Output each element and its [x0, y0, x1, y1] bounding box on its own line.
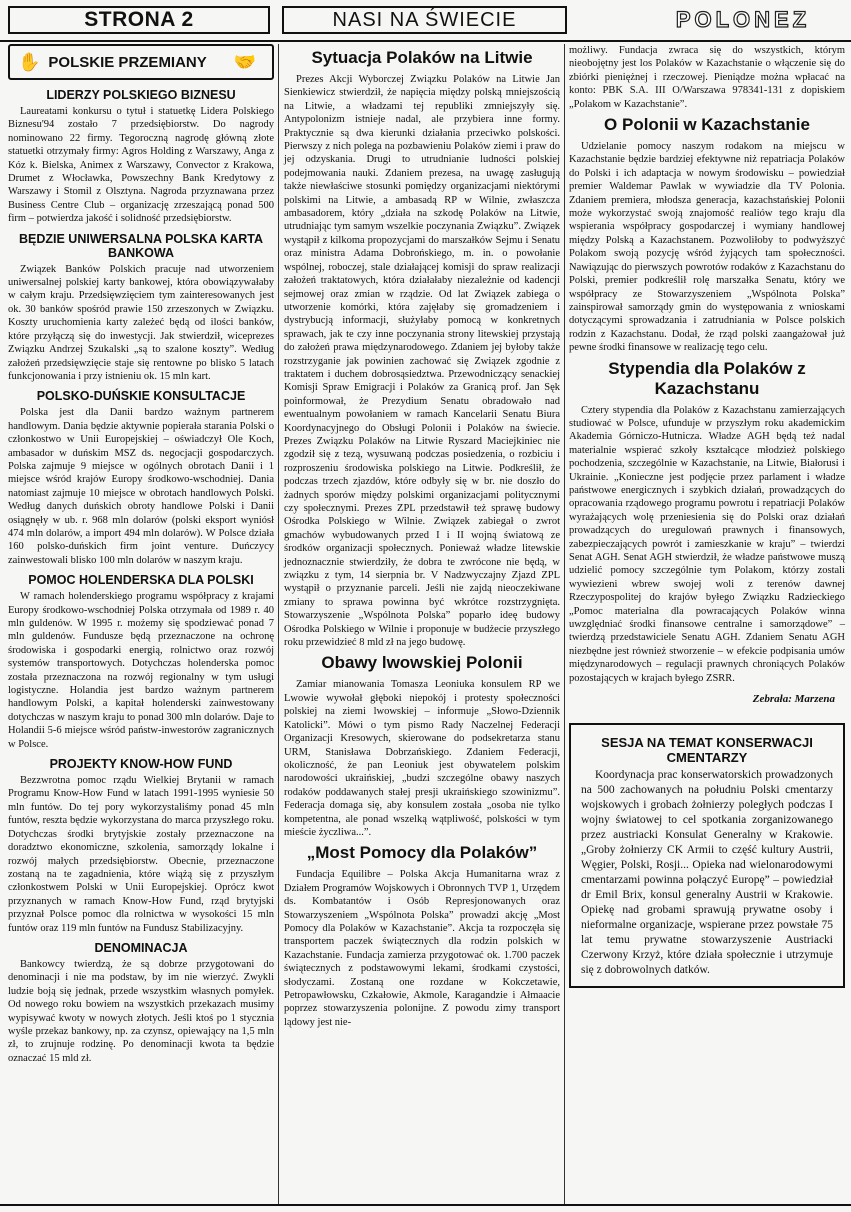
article-title: POLSKO-DUŃSKIE KONSULTACJE [36, 389, 246, 404]
boxed-article-title: SESJA NA TEMAT KONSERWACJI CMENTARZY [601, 735, 813, 766]
article [8, 389, 274, 567]
article [8, 573, 274, 751]
article-body: W ramach holenderskiego programu współpracy z krajami Europy środkowo-wschodniej Polska otrzymała od 1989 r. 40 mln guldenów. W 1995 r. możemy się spodziewać ponad 7 mln guldenów. Fundusze będą przeznaczone na ochronę środowiska i gospodarki energią, rolnictwo oraz rozwój systemów transportowych. Dotychczas holenderska pomoc została przeznaczona na rozwój regionalny w tym usługi logistyczne. Holandia jest bardzo ważnym partnerem handlowym Polski, a kapitał holenderski zainwestowany dotychczas w naszym kraju to ponad 300 mln dolarów. Daje to Holandii 5-6 miejsce wśród państw-inwestorów zagranicznych w Polsce. [8, 591, 274, 750]
article-body: Polska jest dla Danii bardzo ważnym partnerem handlowym. Dania będzie aktywnie popierała starania Polski o członkostwo w Unii Europejskiej – oświadczył Ole Koch, ambasador w duńskim MSZ ds. negocjacji gospodarczych. Polska zajmuje 9 miejsce w ogólnych obrotach Danii i 1 miejsce wśród krajów Europy środkowo-wschodniej. Dania natomiast zajmuje 10 miejsce w obrotach handlowych Polski. Według danych duńskich obroty handlowe Polski i Danii osiągnęły w ub. r. 968 mln dolarów (polski eksport wyniósł 474 mln dolarów, a import 494 mln dolarów). W Polsce działa 160 polsko-duńskich firm joint venture. Duńczycy zainwestowali blisko 100 mln dolarów w naszym kraju. [8, 407, 274, 566]
article-title: LIDERZY POLSKIEGO BIZNESU [46, 88, 236, 102]
article [8, 232, 274, 384]
article [569, 115, 845, 355]
article [8, 941, 274, 1065]
polskie-przemiany-banner [8, 44, 274, 80]
page-label: STRONA 2 [8, 6, 270, 34]
column-middle [284, 44, 560, 1029]
banner-title: POLSKIE PRZEMIANY [48, 53, 207, 71]
article-title: PROJEKTY KNOW-HOW FUND [49, 757, 233, 772]
signature: Zebrała: Marzena [752, 693, 835, 706]
article-body: Bezzwrotna pomoc rządu Wielkiej Brytanii w ramach Programu Know-How Fund w latach 1991-1995 wyniesie 50 mln funtów. Do tej pory wykorzystaliśmy ponad 45 mln funtów, reszta będzie wykorzystana do marca przyszłego roku. Dotychczas środki brytyjskie zostały przeznaczone na doradztwo ekonomiczne, szkolenia, samorządy lokalne i rozwój małych przedsiębiorstw. Obecnie, przeznaczone zostaną na te zagadnienia, które wiążą się z przyszłym członkostwem Polski w Unii Europejskiej. Oprócz kwot przyznanych w ramach Know-How Fund, rząd brytyjski przyznał Polsce pomoc dla rolnictwa w wysokości 15 mln funtów oraz 119 mln funtów na Fundusz Stabilizacyjny. [8, 775, 274, 934]
article-body: Udzielanie pomocy naszym rodakom na miejscu w Kazachstanie będzie bardziej efektywne niż repatriacja Polaków do Polski i ich adaptacja w nowym środowisku – powiedział premier Waldemar Pawlak w wywiadzie dla TV Polonia. Zdaniem premiera, młodsza generacja, kazachstańskiej Polonii może wykorzystać swoją znajomość realiów tego kraju dla wspierania współpracy gospodarczej i wymiany handlowej między Polską a Kazachstanem. Pozwoliłoby to podwyższyć Polakom swoją pozycję wśród żyjących tam społeczności. Nawiązując do pierwszych powrotów rodaków z Kazachstanu do Polski, premier podkreślił rolę marszałka Senatu, który we współpracy ze Stowarzyszeniem „Wspólnota Polska” zainspirował samorządy gmin do występowania z wnioskami dotyczącymi sprowadzania i zatrudniania w Polsce polskich rodzin z Kazachstanu. Dodał, że rząd polski zaangażował już pewne środki finansowe w realizację tego celu. [569, 141, 845, 354]
article-body: Prezes Akcji Wyborczej Związku Polaków na Litwie Jan Sienkiewicz stwierdził, że napięcia między polską mniejszością na Litwie, a władzami tej republiki zmniejszyły się. Antypolonizm istnieje nadal, ale przybiera inne formy. Praktycznie są dwa kierunki działania przeciwko polskości. Pierwszy z nich polega na pozbawieniu Polaków ziemi i praw do jej odzyskania. Drugi to utrudnianie ludności polskiej podejmowania nauki. Zdaniem prezesa, na uwagę zasługują także niewłaściwe stosunki pomiędzy organizacjami niektórymi polskimi na Litwie, a ambasadą RP w Wilnie, zwłaszcza ambasadorem, który „działa na szkodę Polaków na Litwie, utrudniając tym samym wszelkie poczynania Związku”. Związek wystąpił z kilkoma propozycjami do marszałków Sejmu i Senatu oraz ministra Adama Dobrońskiego, m. in. o powołanie wspólnej, roboczej, stale działającej komisji do spraw realizacji założeń traktatowych, która działałaby niezależnie od kadencji sejmowej oraz zmian w rządzie. Od lat Związek zabiega o utworzenie komórki, która zajęłaby się gromadzeniem i dystrybucją informacji, służyłaby pomocą w konkretnych sprawach, jak te czy inne poczynania strony litewskiej przystają do założeń prawa międzynarodowego. Zdaniem jej byłoby także rozstrzyganie jak powinien zachować się Związek zgodnie z traktatem i duchem dobrosąsiedztwa. Przewodniczący senackiej Komisji Spraw Emigracji i Polaków za Granicą prof. Jan Sęk poinformował, że Prezydium Senatu obradowało nad ewentualnym powołaniem w ramach Kancelarii Senatu Biura Koordynacyjnego do Obsługi Polonii i Polaków na świecie. Prezes Związku Polaków na Litwie Ryszard Maciejkiniec nie zgodził się z tezą, wysuwaną podczas posiedzenia, o rozbiciu i rozproszeniu środowiska polskiego na Litwie. Podkreślił, że podczas trzech zjazdów, które odbyły się w br. nie doszło do żadnych sporów między polskimi organizacjami politycznymi czy społecznymi. Prezes ZPL przedstawił też sprawę budowy Ośrodka Polskiego w Wilnie. Związek zabiegał o zwrot gmachów wybudowanych przed I i II wojną światową ze środków organizacji społecznych. Ponieważ władze litewskie jednoznacznie stwierdziły, że dobra te zwrócone nie będą, w związku z tym, 14 sierpnia br. V Nadzwyczajny Zjazd ZPL wystąpił o przyznanie parceli. Jeśli nie zajdą nieoczekiwane zmiany to sprawa powinna być wkrótce rozstrzygnięta. Stowarzyszenie „Wspólnota Polska” poparło ideę budowy Ośrodka Polskiego w Wilnie i proponuje w budżecie przyszłego roku przewidzieć 8 mld zł na jego budowę. [284, 74, 560, 649]
article-title: POMOC HOLENDERSKA DLA POLSKI [28, 573, 254, 588]
article [569, 359, 845, 686]
boxed-article-body: Koordynacja prac konserwatorskich prowadzonych na 500 zachowanych na południu Polski cmentarzy wojskowych i grobach żołnierzy poległych podczas I wojny światowej to cel spotkania zorganizowanego przez austriacki Konsulat Generalny w Krakowie. „Groby żołnierzy CK Armii to część kultury Austrii, Węgier, Polski, Rosji... Opieka nad wielonarodowymi cmentarzami powinna połączyć Europę” – powiedział dr Emil Brix, konsul generalny Austrii w Krakowie. Opiekę nad grobami sprawują prywatne osoby i nieformalne organizacje, wspierane przez powstałe 75 lat temu prywatne stowarzyszenie Austriacki Czerwony Krzyż, które działa społecznie i utrzymuje się z dobrowolnych datków. [581, 769, 833, 977]
article-title: BĘDZIE UNIWERSALNA POLSKA KARTA BANKOWA [19, 231, 263, 260]
article-title: DENOMINACJA [94, 940, 188, 955]
article [8, 88, 274, 226]
column-divider [278, 44, 279, 1204]
column-divider [564, 44, 565, 1204]
article [284, 653, 560, 839]
article-body: Laureatami konkursu o tytuł i statuetkę Lidera Polskiego Biznesu'94 zostało 7 przedsiębiorstw. Do nagrody nominowano 22 firmy. Tegoroczną nagrodę główną złote statuetki otrzymały firmy: Agros Holding z Warszawy, Anga z Kóz k. Bielska, Animex z Warszawy, Convector z Krakowa, Drumet z Włocławka, Powszechny Bank Kredytowy z Warszawy i Stomil z Olsztyna. Nagroda przyznawana przez Business Centre Club – organizację zrzeszającą ponad 500 firm – potwierdza jakość i solidność przedsiębiorstw. [8, 106, 274, 225]
section-title: NASI NA ŚWIECIE [282, 6, 567, 34]
header-rule [0, 40, 851, 42]
page-header [0, 0, 851, 40]
article-continuation: możliwy. Fundacja zwraca się do wszystkich, którym nieobojętny jest los Polaków w Kazachstanie o włączenie się do zbiórki pieniężnej i rzeczowej. Pieniądze można wpłacać na konto: PBK S.A. III O/Warszawa 978341-131 z dopiskiem „Polakom w Kazachstanie”. [569, 45, 845, 110]
article-body: Cztery stypendia dla Polaków z Kazachstanu zamierzających studiować w Polsce, ufunduje w przyszłym roku akademickim Akademia Górniczo-Hutnicza. Władze AGH będą też nadal materialnie wspierać szkoły kształcące młodzież polskiego pochodzenia, szczególnie w Kazachstanie, na Litwie, Białorusi i Ukrainie. „Konieczne jest podjęcie przez parlament i władze państwowe energicznych i szybkich działań, prowadzących do opracowania rządowego programu powrotu i repatriacji Polaków wyrażających wolę przeniesienia się do Polski oraz działań prowadzących do uregulowań prawnych i finansowych, zabezpieczających powrót i zamieszkanie w kraju” – twierdzi Senat AGH. Senat AGH stwierdził, że władze państwowe muszą udzielić pomocy szczególnie tym Polakom, którzy zostali wywiezieni wbrew swojej woli z terenów dawnej Rzeczypospolitej do krajów byłego Związku Radzieckiego „Pomoc materialna dla powracających Polaków winna uwzględniać środki finansowe centralne i samorządowe” – twierdzą przedstawiciele Senatu AGH. Zdaniem Senatu AGH niezbędne jest również stworzenie – w efekcie podpisania umów międzynarodowych – regulacji prawnych chroniących Polaków pozostających w krajach byłego ZSRR. [569, 404, 845, 684]
article-body: Związek Banków Polskich pracuje nad utworzeniem uniwersalnej polskiej karty bankowej, która obowiązywałaby w całym kraju. Przedsięwzięciem tym zainteresowanych jest ok. 30 banków spośród prawie 150 zrzeszonych w Związku. Koszty uruchomienia karty zależeć będą od ilości banków, które przyłączą się do inwestycji. Jak stwierdził, wiceprezes Związku Andrzej Szukalski „są to szalone koszty”. Według założeń przedsięwzięcie staje się rentowne po blisko 5 latach funkcjonowania i przy istnieniu ok. 15 mln kart. [8, 263, 274, 382]
article-title: O Polonii w Kazachstanie [604, 115, 810, 135]
article-body: Fundacja Equilibre – Polska Akcja Humanitarna wraz z Działem Programów Wojskowych i Obronnych TVP 1, Urzędem ds. Kombatantów i Osób Represjonowanych oraz Stowarzyszeniem „Wspólnota Polska” prowadzi akcję „Most Pomocy dla Polaków w Kazachstanie”. Akcja ta rozpoczęła się transportem paczek świątecznych dla rodzin polskich w Kazachstanie. Fundacja zamierza przygotować ok. 1.700 paczek świątecznych z podstawowymi lekami, środkami czystości, słodyczami. Zostaną one rozdane w Kokczetawie, Petropawłowsku, Czkałowie, Akmole, Karagandzie i Ałmaacie poprzez stowarzyszenia polonijne. Z powodu zimy transport lądowy jest nie- [284, 869, 560, 1028]
handshake-icon: 🤝 [233, 51, 256, 72]
article [8, 757, 274, 935]
hand-icon: ✋ [18, 51, 41, 72]
article [284, 48, 560, 649]
article-body: Zamiar mianowania Tomasza Leoniuka konsulem RP we Lwowie wywołał głęboki niepokój i protesty społeczności polskiej na ziemi lwowskiej – informuje „Słowo-Dziennik Katolicki”. Mówi o tym pismo Rady Naczelnej Federacji Organizacji Kresowych, skierowane do podsekretarza stanu URM, Stanisława Dobrzańskiego. Zdaniem Federacji, okoliczność, że pan Leoniuk jest obywatelem polskim narodowości ukraińskiej, „budzi szczególne obawy naszych rodaków poddawanych stałej presji ukraińskiego szowinizmu”. Federacja domaga się, aby konsulem została „osoba nie tylko kompetentna, ale ponad wszelką wątpliwość, polskości w tym mieście życzliwa...”. [284, 679, 560, 838]
article [284, 843, 560, 1029]
article-title: „Most Pomocy dla Polaków” [306, 843, 538, 863]
boxed-article [569, 723, 845, 988]
article-title: Obawy lwowskiej Polonii [321, 653, 523, 673]
column-left [8, 44, 274, 1065]
article-title: Sytuacja Polaków na Litwie [311, 48, 533, 67]
polonez-logo: POLONEZ [675, 7, 811, 32]
article-body: Bankowcy twierdzą, że są dobrze przygotowani do denominacji i nie ma podstaw, by im nie wierzyć. Zwykli ludzie boją się jednak, przede wszystkim własnych pomyłek. Od nowego roku bowiem na wszystkich przekazach musimy wypisywać kwoty w nowych złotych. Jeśli ktoś po 1 stycznia wyśle przekaz bankowy, np. za czynsz, opiewający na 1,5 mln zł, to zrujnuje rodzinę. Po denominacji kwota ta będzie oznaczać 15 mld zł. [8, 958, 274, 1064]
column-right [569, 44, 845, 988]
article-title: Stypendia dla Polaków z Kazachstanu [608, 358, 806, 398]
footer-rule [0, 1204, 851, 1206]
